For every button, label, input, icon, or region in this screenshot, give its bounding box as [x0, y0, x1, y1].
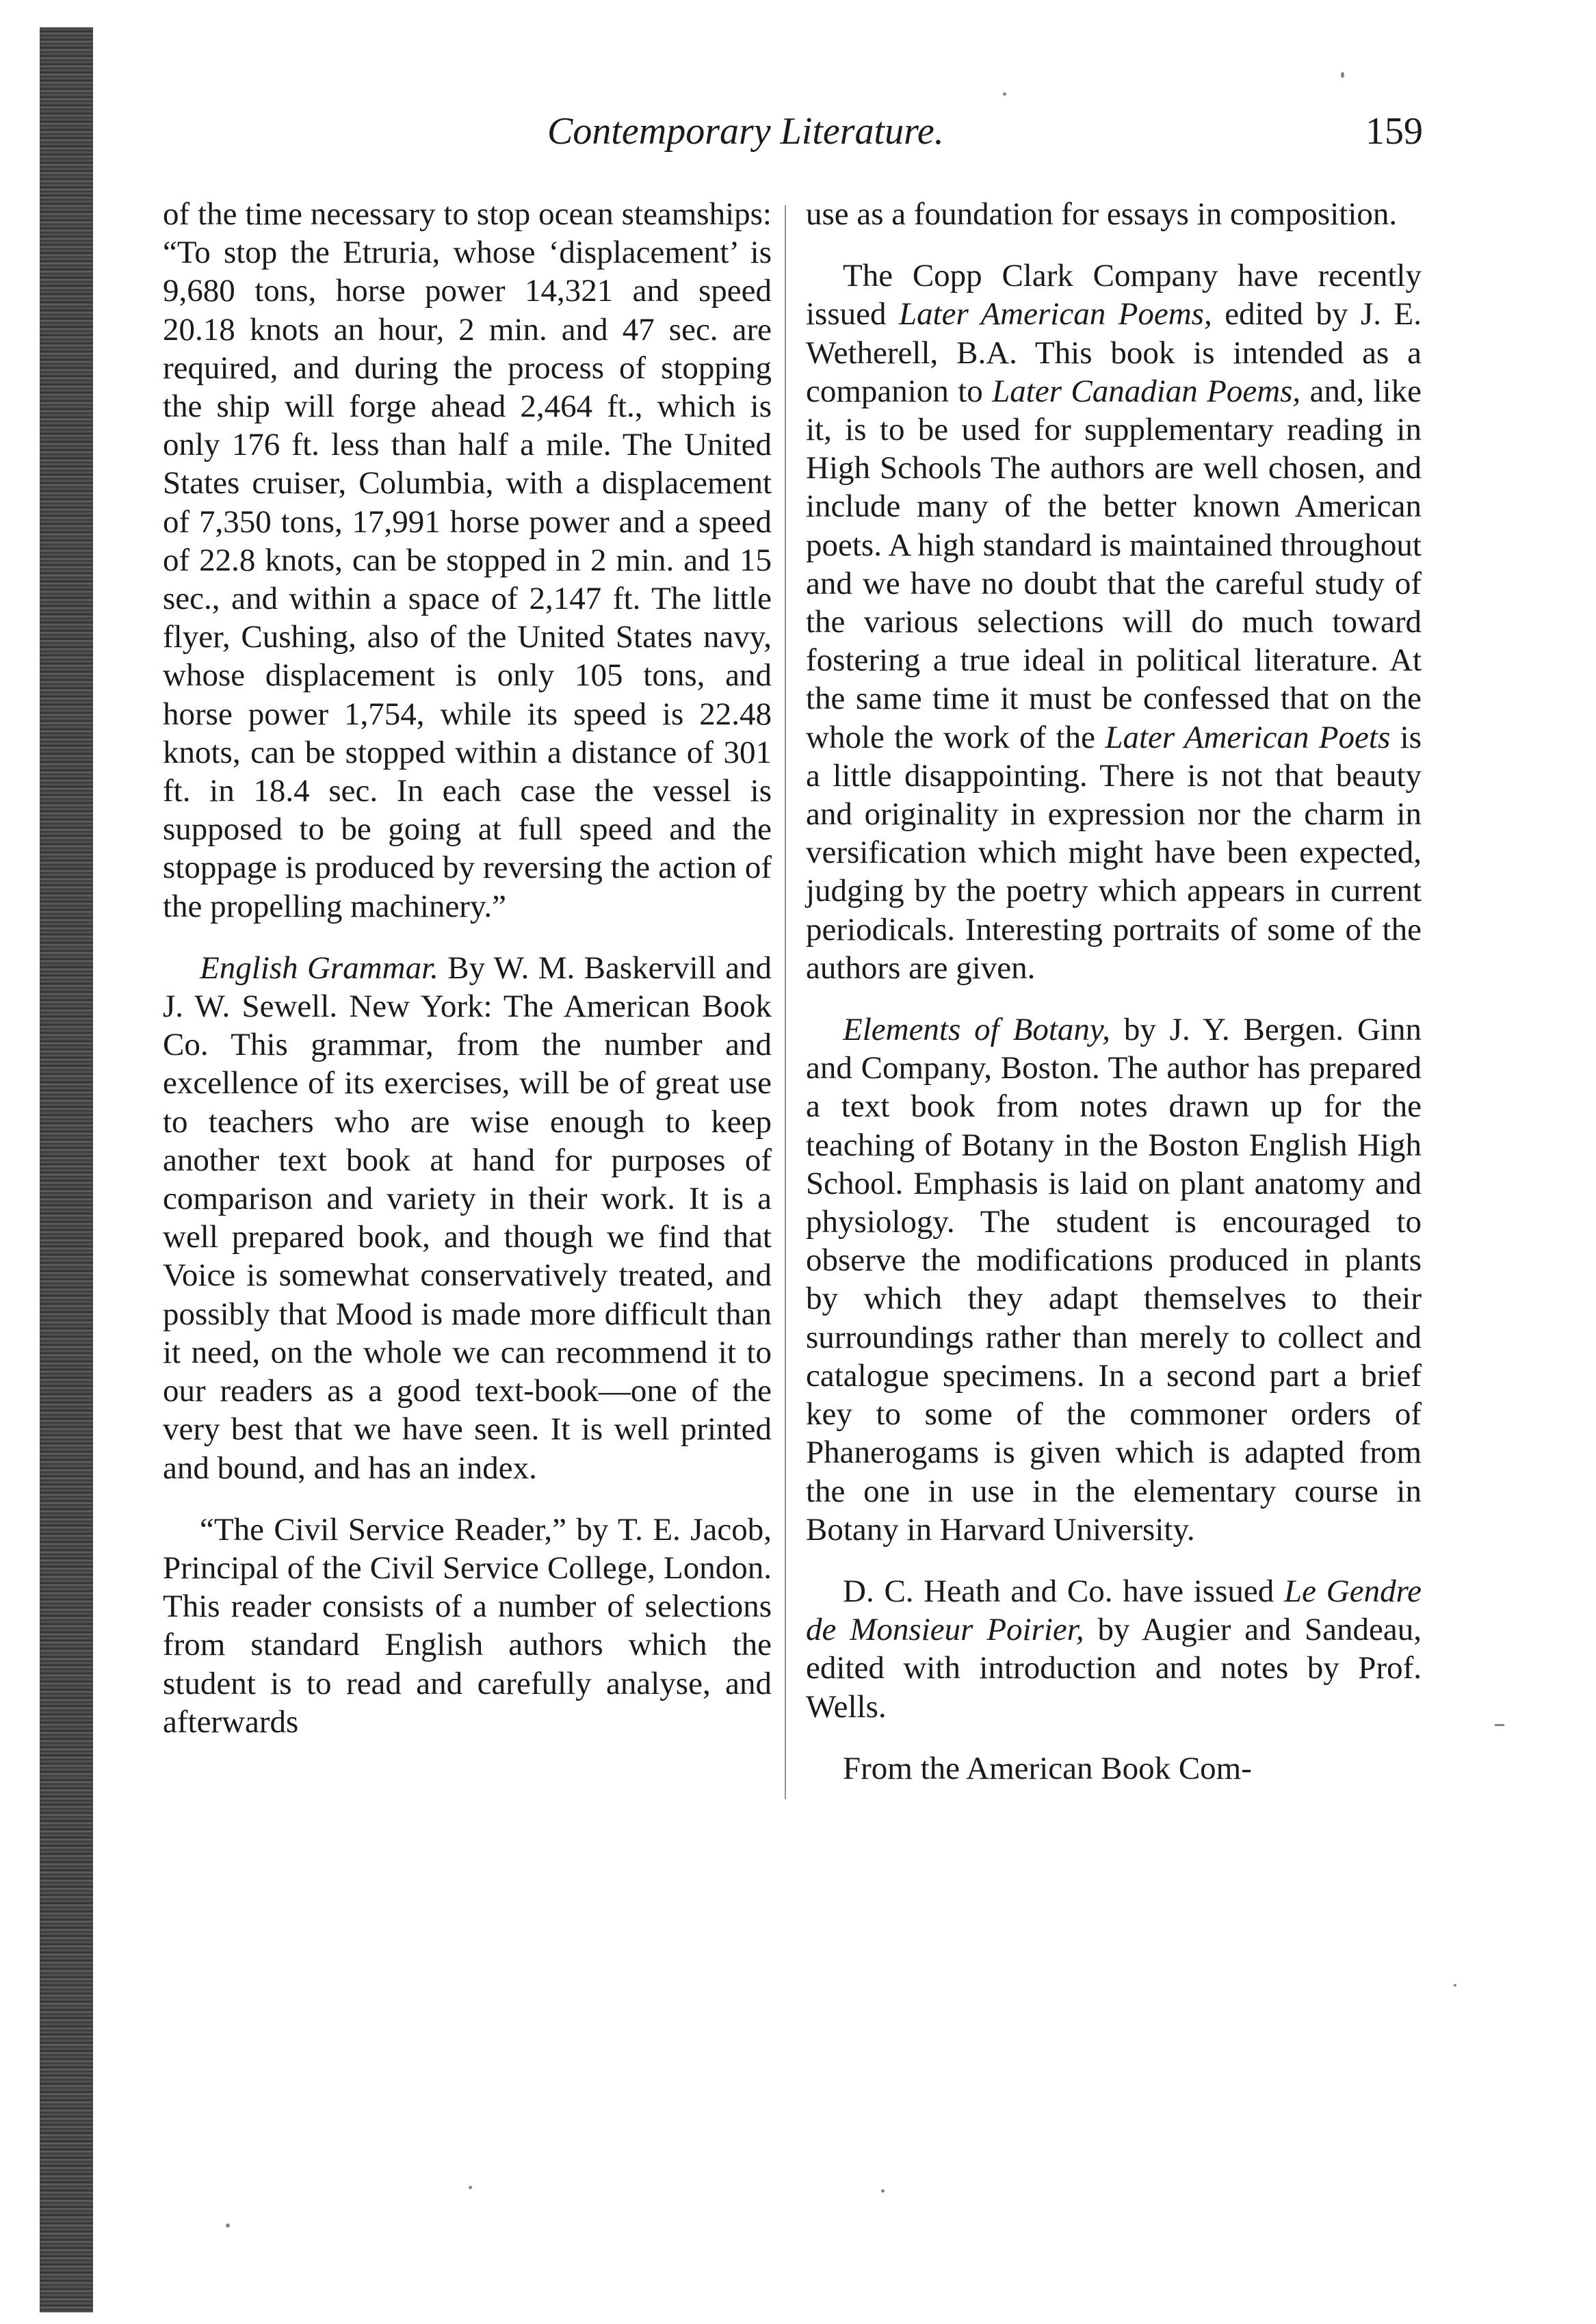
paragraph-ship-stopping: of the time necessary to stop ocean steamships: “To stop the Etruria, whose ‘displacement’ is 9,680 tons, horse power 14,321 and speed 20.18 knots an hour, 2 min. and 47 sec. are required, and during the process of stopping the ship will forge ahead 2,464 ft., which is only 176 ft. less than half a mile. The United States cruiser, Columbia, with a displacement of 7,350 tons, 17,991 horse power and a speed of 22.8 knots, can be stopped in 2 min. and 15 sec., and within a space of 2,147 ft. The little flyer, Cushing, also of the United States navy, whose displacement is only 105 tons, and horse power 1,754, while its speed is 22.48 knots, can be stopped within a distance of 301 ft. in 18.4 sec. In each case the vessel is supposed to be going at full speed and the stoppage is produced by reversing the action of the propelling machinery.” [163, 196, 772, 924]
review-text: By W. M. Baskervill and J. W. Sewell. New York: The American Book Co. This grammar, from the number and excellence of its exercises, will be of great use to teachers who are wise enough to keep another text book at hand for purposes of comparison and variety in their work. It is a well prepared book, and though we find that Voice is somewhat conservatively treated, and possibly that Mood is made more difficult than it need, on the whole we can recommend it to our readers as a good text-book—one of the very best that we have seen. It is well printed and bound, and has an index. [163, 950, 772, 1486]
scan-speck [1341, 72, 1344, 78]
left-column [163, 195, 772, 1741]
scan-speck [881, 2189, 885, 2193]
column-divider [785, 205, 786, 1799]
book-title: Elements of Botany, [843, 1012, 1110, 1048]
paragraph-civil-service-reader: “The Civil Service Reader,” by T. E. Jacob, Principal of the Civil Service College, London. This reader consists of a number of selections from standard English authors which the student is to read and carefully analyse, and afterwards [163, 1511, 772, 1740]
review-text: and, like it, is to be used for supplementary reading in High Schools The authors are well chosen, and include many of the better known American poets. A high standard is maintained throughout and we have no doubt that the careful study of the various selections will do much toward fostering a true ideal in political literature. At the same time it must be confessed that on the whole the work of the [806, 373, 1422, 755]
paragraph-english-grammar [163, 949, 772, 1487]
book-title: Later Canadian Poems, [992, 373, 1301, 409]
book-title: Later American Poets [1105, 719, 1391, 755]
scan-speck [226, 2223, 230, 2228]
paragraph-heath-and-co [806, 1572, 1422, 1726]
right-column [806, 195, 1422, 1788]
paragraph-continuation: use as a foundation for essays in composition. [806, 196, 1398, 232]
review-text: by Augier and Sandeau, edited with introduction and notes by Prof. Wells. [806, 1612, 1422, 1725]
scan-speck [1003, 92, 1006, 96]
page-header [192, 109, 1423, 164]
review-text: is a little disappointing. There is not that beauty and originality in expression nor the charm in versification which might have been expected, judging by the poetry which appears in current periodicals. Interesting portraits of some of the authors are given. [806, 719, 1422, 986]
paragraph-american-book-company: From the American Book Com- [843, 1750, 1252, 1786]
book-title: Le Gendre de Monsieur Poirier, [806, 1573, 1422, 1648]
review-text: edited by J. E. Wetherell, B.A. This book is intended as a companion to [806, 296, 1422, 409]
scan-speck [1495, 1724, 1504, 1726]
review-text: D. C. Heath and Co. have issued [843, 1573, 1274, 1609]
running-title: Contemporary Literature. [547, 110, 944, 153]
review-text: The Copp Clark Company have recently issued [806, 258, 1422, 332]
binding-edge [40, 27, 93, 2312]
review-text: by J. Y. Bergen. Ginn and Company, Boston. The author has prepared a text book from notes drawn up for the teaching of Botany in the Boston English High School. Emphasis is laid on plant anatomy and physiology. The student is encouraged to observe the modifications produced in plants by which they adapt themselves to their surroundings rather than merely to collect and catalogue specimens. In a second part a brief key to some of the commoner orders of Phanerogams is given which is adapted from the one in use in the elementary course in Botany in Harvard University. [806, 1012, 1422, 1548]
page-number: 159 [1365, 110, 1423, 153]
paragraph-elements-of-botany [806, 1010, 1422, 1549]
book-title: Later American Poems, [898, 296, 1212, 332]
scan-speck [469, 2186, 472, 2189]
paragraph-later-american-poems [806, 257, 1422, 987]
book-title: English Grammar. [200, 950, 439, 986]
scan-speck [1454, 1984, 1456, 1987]
